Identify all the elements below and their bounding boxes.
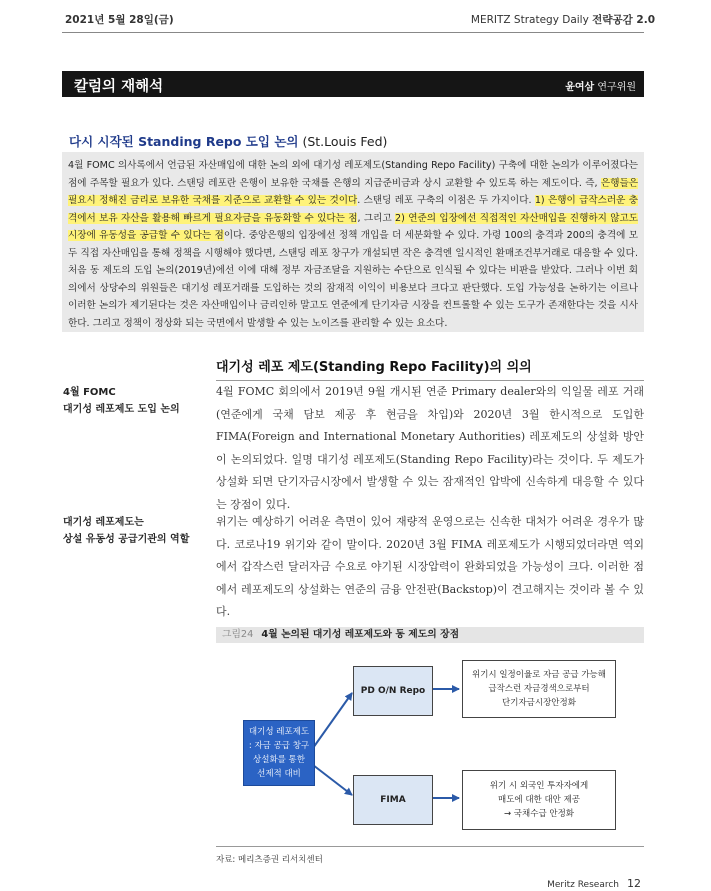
arrow-left-to-bottom: [313, 765, 352, 795]
left-box-line-1: 대기성 레포제도: [248, 727, 310, 737]
page-number: 12: [627, 877, 641, 890]
author-role: 연구위원: [597, 82, 636, 93]
summary-text-1: 4월 FOMC 의사록에서 언급된 자산매입에 대한 논의 외에 대기성 레포제도(Standing Repo Facility) 구축에 대한 논의가 이루어졌다는 점에 주목할 필요가 있다. 스탠딩 레포란 은행이 보유한 국채를 은행의 지급준비금과 상시 교환할 수 있도록 하는 제도이다. 즉,: [68, 160, 638, 189]
column-title: 칼럼의 재해석: [74, 79, 164, 95]
side-note-1-line1: 4월 FOMC: [63, 387, 116, 398]
diagram-box-pd-on-repo: PD O/N Repo: [353, 666, 433, 716]
publication-section: 전략공감 2.0: [592, 14, 655, 26]
top-benefit-text: [472, 668, 606, 710]
body-paragraph-2: 위기는 예상하기 어려운 측면이 있어 재량적 운영으로는 신속한 대처가 어려운 경우가 많다. 코로나19 위기와 같이 말이다. 2020년 3월 FIMA 레포제도가 시행되었더라면 역외에서 갑작스런 달러자금 수요로 야기된 시장압력이 완화되었을 가능성이 크다. 이러한 점에서 레포제도의 상설화는 연준의 금융 안전판(Backstop)이 견고해지는 것이라 볼 수 있다.: [216, 515, 644, 618]
subtitle-headline: 다시 시작된 Standing Repo 도입 논의: [69, 134, 299, 149]
top-benefit-line-1: 위기시 일정이율로 자금 공급 가능해: [472, 670, 606, 680]
bottom-benefit-text: [490, 779, 588, 821]
bottom-benefit-line-2: 매도에 대한 대안 제공: [497, 795, 580, 805]
figure-number: 그림24: [222, 629, 254, 640]
side-note-1-line2: 대기성 레포제도 도입 논의: [63, 404, 180, 415]
top-benefit-line-3: 단기자금시장안정화: [502, 698, 576, 708]
highlight-3: 2) 연준의 입장에선 직접적인 자산매입을 진행하지 않고도 시장에 유동성을 공급할 수 있다는 점: [68, 212, 639, 241]
summary-text-4: 이다. 중앙은행의 입장에선 정책 개입을 더 세분화할 수 있다. 가령 100의 충격과 200의 충격에 모두 직접 자산매입을 통해 정책을 시행해야 했다면, 스탠딩 레포 창구가 개설되면 작은 충격엔 일시적인 환매조건부거래로 대응할 수 있다. 처음 동 제도의 도입 논의(2019년)에선 이에 대해 정부 자금조달을 지원하는 수단으로 인식될 수 있다는 비판을 받았다. 그러나 이번 회의에서 상당수의 위원들은 대기성 레포거래를 도입하는 것의 잠재적 이익이 비용보다 크다고 판단했다. 도입 가능성을 논하기는 이르나 이러한 논의가 제기된다는 것은 자산매입이나 금리인하 말고도 연준에게 단기자금 시장을 컨트롤할 수 있는 도구가 존재한다는 것을 시사한다. 그리고 정책이 정상화 되는 국면에서 발생할 수 있는 노이즈를 관리할 수 있는 요소다.: [68, 230, 638, 329]
summary-text-2: . 스탠딩 레포 구축의 이점은 두 가지이다.: [357, 195, 535, 206]
left-box-line-2: : 자금 공급 창구: [248, 741, 310, 751]
figure-caption: 4월 논의된 대기성 레포제도와 동 제도의 장점: [261, 629, 460, 640]
top-benefit-line-2: 급작스런 자금경색으로부터: [488, 684, 590, 694]
body-paragraph-1: 4월 FOMC 회의에서 2019년 9월 개시된 연준 Primary dealer와의 익일물 레포 거래(연준에게 국채 담보 제공 후 현금을 차입)와 2020년 3월 한시적으로 도입한 FIMA(Foreign and International Monetary Authorities) 레포제도의 상설화 방안이 논의되었다. 일명 대기성 레포제도(Standing Repo Facility)라는 것이다. 두 제도가 상설화 되면 단기자금시장에서 발생할 수 있는 잠재적인 압박에 신속하게 대응할 수 있다는 장점이 있다.: [216, 385, 644, 511]
side-note-2-line1: 대기성 레포제도는: [63, 517, 144, 528]
subtitle-source: (St.Louis Fed): [302, 134, 388, 149]
page-footer: [547, 877, 641, 890]
highlight-2: 1) 은행이 급작스러운 충격에서 보유 자산을 활용해 빠르게 필요자금을 유동화할 수 있다는 점: [68, 195, 639, 224]
publication-name: MERITZ Strategy Daily: [470, 14, 589, 26]
summary-text-3: , 그리고: [357, 212, 396, 224]
diagram-box-standing-repo: [243, 720, 315, 786]
source-divider: [216, 846, 644, 847]
figure-source: 자료: 메리츠증권 리서치센터: [216, 855, 323, 865]
report-date: 2021년 5월 28일(금): [65, 14, 174, 26]
arrow-left-to-top: [313, 693, 352, 748]
bottom-benefit-line-3: → 국채수급 안정화: [503, 809, 574, 819]
diagram-box-top-benefit: [462, 660, 616, 718]
highlight-1: 은행들은 필요시 정해진 금리로 보유한 국채를 지준으로 교환할 수 있는 것이다: [68, 177, 638, 206]
left-box-line-3: 상설화를 통한: [253, 755, 305, 765]
section-heading: 대기성 레포 제도(Standing Repo Facility)의 의의: [216, 360, 532, 375]
diagram-box-fima: FIMA: [353, 775, 433, 825]
author-name: 윤여삼: [565, 82, 595, 93]
left-box-text: [249, 725, 309, 781]
bottom-benefit-line-1: 위기 시 외국인 투자자에게: [489, 781, 589, 791]
diagram-box-bottom-benefit: [462, 770, 616, 830]
side-note-2-line2: 상설 유동성 공급기관의 역할: [63, 534, 190, 545]
left-box-line-4: 선제적 대비: [257, 769, 301, 779]
footer-brand: Meritz Research: [547, 880, 619, 890]
